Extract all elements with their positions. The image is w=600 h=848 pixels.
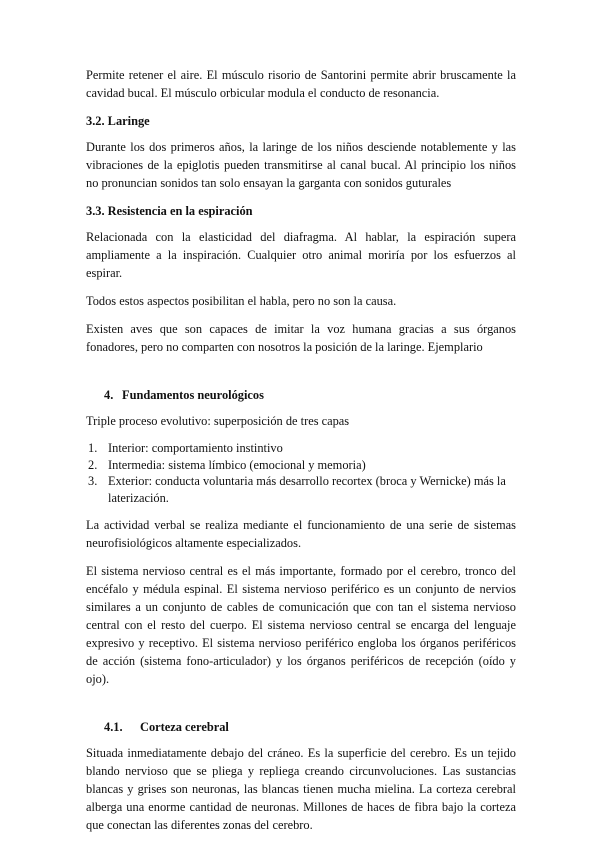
heading-fundamentos-title: Fundamentos neurológicos <box>122 388 264 402</box>
heading-fundamentos-number: 4. <box>104 388 114 402</box>
paragraph-intro: Permite retener el aire. El músculo risorio de Santorini permite abrir bruscamente la cavidad bucal. El músculo orbicular modula el conducto de resonancia. <box>86 68 516 100</box>
paragraph-sistema: El sistema nervioso central es el más importante, formado por el cerebro, tronco del encéfalo y médula espinal. El sistema nervioso periférico es un conjunto de nervios similares a un conjunto de cables de comunicación que con tan el sistema nervioso central con el resto del cuerpo. El sistema nervioso central se encarga del lenguaje expresivo y receptivo. El sistema nervioso periférico engloba los órganos periféricos de acción (sistema fono-articulador) y los órganos periféricos de recepción (oído y ojo). <box>86 564 516 686</box>
list-item-number: 3. <box>88 474 98 488</box>
heading-corteza <box>104 718 516 736</box>
list-item-text: Exterior: conducta voluntaria más desarrollo recortex (broca y Wernicke) más la laterización. <box>108 474 506 505</box>
list-item-text: Interior: comportamiento instintivo <box>108 441 283 455</box>
paragraph-resistencia: Relacionada con la elasticidad del diafragma. Al hablar, la espiración supera ampliamente a la inspiración. Cualquier otro animal moriría por los esfuerzos al espirar. <box>86 230 516 280</box>
paragraph-actividad: La actividad verbal se realiza mediante el funcionamiento de una serie de sistemas neurofisiológicos altamente especializados. <box>86 518 516 550</box>
paragraph-triple: Triple proceso evolutivo: superposición de tres capas <box>86 414 350 428</box>
heading-resistencia: 3.3. Resistencia en la espiración <box>86 204 253 218</box>
paragraph-aspectos: Todos estos aspectos posibilitan el habla, pero no son la causa. <box>86 294 397 308</box>
list-item-text: Intermedia: sistema límbico (emocional y memoria) <box>108 457 366 472</box>
section-spacer <box>86 366 516 384</box>
list-item <box>86 473 516 506</box>
paragraph-laringe: Durante los dos primeros años, la laringe de los niños desciende notablemente y las vibraciones de la epiglotis pueden transmitirse al canal bucal. Al principio los niños no pronuncian sonidos tan solo ensayan la garganta con sonidos guturales <box>86 140 516 190</box>
list-item-number: 1. <box>88 441 98 455</box>
layers-list <box>86 440 516 506</box>
section-spacer <box>86 698 516 716</box>
heading-corteza-title: Corteza cerebral <box>140 720 229 734</box>
list-item-number: 2. <box>88 457 98 472</box>
paragraph-corteza: Situada inmediatamente debajo del cráneo. Es la superficie del cerebro. Es un tejido blando nervioso que se pliega y repliega creando circunvoluciones. Las sustancias blancas y grises son neuronas, las blancas tienen mucha mielina. La corteza cerebral alberga una enorme cantidad de neuronas. Millones de haces de fibra bajo la corteza que conectan las diferentes zonas del cerebro. <box>86 746 516 832</box>
heading-laringe: 3.2. Laringe <box>86 114 150 128</box>
list-item <box>86 457 516 474</box>
heading-fundamentos <box>104 386 516 404</box>
list-item <box>86 440 516 457</box>
paragraph-aves: Existen aves que son capaces de imitar la voz humana gracias a sus órganos fonadores, pero no comparten con nosotros la posición de la laringe. Ejemplario <box>86 322 516 354</box>
heading-corteza-number: 4.1. <box>104 720 123 734</box>
